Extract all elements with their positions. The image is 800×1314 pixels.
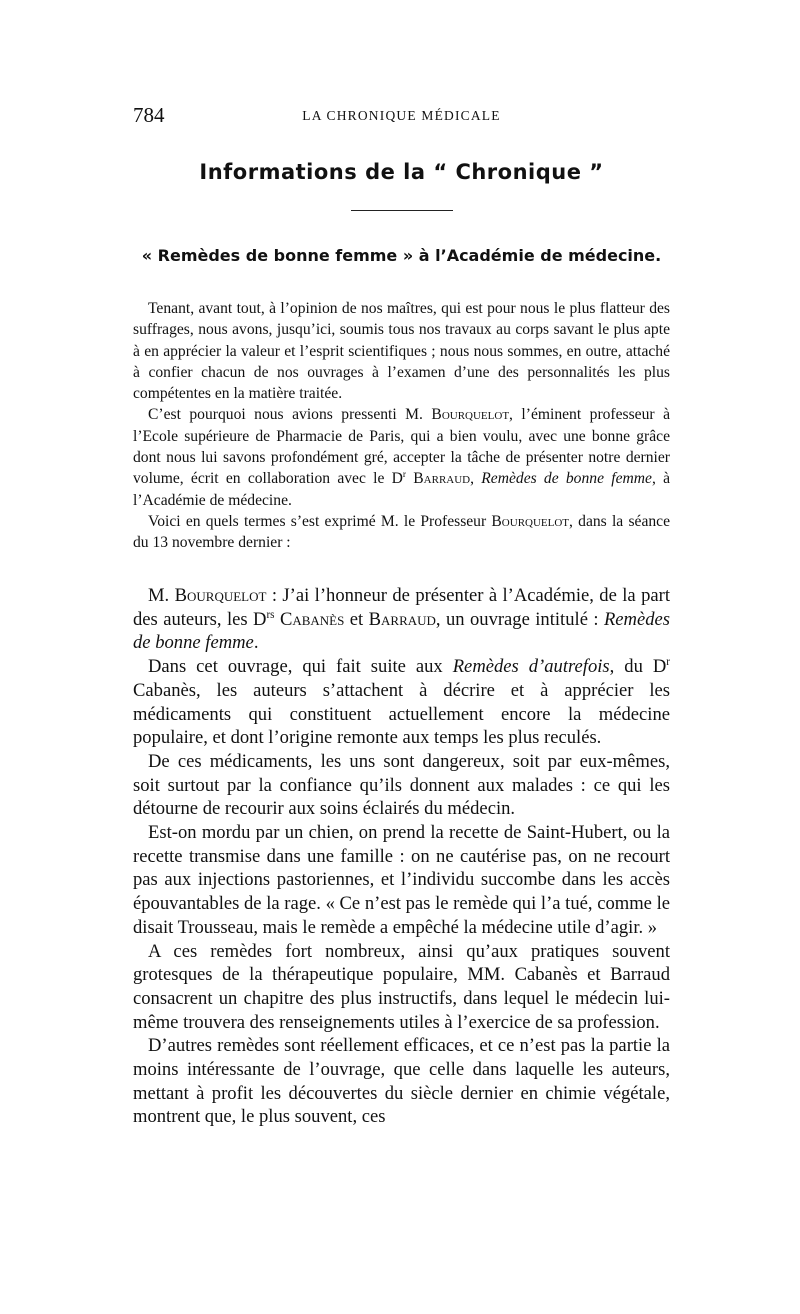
text-segment: et (344, 608, 369, 630)
text-segment: C’est pourquoi nous avions pressenti M. (148, 406, 432, 424)
person-name: Bourquelot (491, 512, 570, 530)
speech-quote (133, 584, 670, 1129)
speaker-name: Bourquelot (174, 585, 267, 606)
intro-paragraph-2 (133, 404, 670, 510)
book-title: Remèdes de bonne femme (481, 470, 652, 488)
speech-paragraph-5: A ces remèdes fort nombreux, ainsi qu’aux pratiques souvent grotesques de la thérapeutique populaire, MM. Cabanès et Barraud consacrent un chapitre des plus instructifs, dans lequel le médecin lui-même trouvera des renseignements utiles à l’exercice de sa profession. (133, 940, 670, 1033)
superscript: r (666, 655, 670, 668)
text-segment: , un ouvrage intitulé : (435, 608, 604, 630)
text-segment: Dans cet ouvrage, qui fait suite aux (148, 656, 453, 678)
journal-title: LA CHRONIQUE MÉDICALE (302, 108, 501, 123)
text-segment: , dans la séance du 13 novembre dernier : (133, 512, 671, 552)
speech-paragraph-6: D’autres remèdes sont réellement efficaces, et ce n’est pas la partie la moins intéressante de l’ouvrage, que celle dans laquelle les auteurs, mettant à profit les découvertes du siècle dernier en chimie végétale, montrent que, le plus souvent, ces (133, 1035, 670, 1128)
intro-paragraph-1: Tenant, avant tout, à l’opinion de nos maîtres, qui est pour nous le plus flatteur des suffrages, nous avons, jusqu’ici, soumis tous nos travaux au corps savant le plus apte à en apprécier la valeur et l’esprit scientifiques ; nous nous sommes, en outre, attaché à confier chacun de nos ouvrages à l’examen d’une des personnalités les plus compétentes en la matière traitée. (133, 300, 670, 403)
book-title: Remèdes d’autrefois (452, 656, 610, 678)
person-name: Barraud (368, 608, 436, 630)
text-segment: , à l’Académie de médecine. (133, 470, 670, 509)
speech-paragraph-1 (133, 584, 670, 655)
person-name: Bourquelot (431, 406, 510, 424)
running-head (133, 103, 670, 131)
speech-paragraph-2 (133, 655, 670, 750)
text-segment: : J’ai l’honneur de présenter à l’Académie, de la part des auteurs, les D (133, 585, 670, 630)
speech-paragraph-3: De ces médicaments, les uns sont dangereux, soit par eux-mêmes, soit surtout par la confiance qu’ils donnent aux malades : ce qui les détourne de recourir aux soins éclairés du médecin. (133, 750, 670, 820)
superscript: rs (266, 608, 275, 621)
text-segment: . (253, 632, 259, 654)
speech-paragraph-4: Est-on mordu par un chien, on prend la recette de Saint-Hubert, ou la recette transmise dans une famille : on ne cautérise pas, on ne recourt pas aux injections pastoriennes, et l’individu succombe dans les accès épouvantables de la rage. « Ce n’est pas le remède qui l’a tué, comme le disait Trousseau, mais le remède a empêché la médecine utile d’agir. » (133, 822, 670, 938)
text-segment: Voici en quels termes s’est exprimé M. le Professeur (148, 512, 492, 530)
title-divider (351, 210, 453, 211)
person-name: Cabanès (279, 608, 345, 630)
section-title: Informations de la “ Chronique ” (199, 160, 604, 184)
superscript: r (402, 470, 407, 481)
text-segment: , l’éminent professeur à l’Ecole supérieure de Pharmacie de Paris, qui a bien voulu, avec une bonne grâce dont nous lui savons profondément gré, accepter la tâche de présenter notre dernier volume, écrit en collaboration avec le D (133, 406, 670, 488)
text-segment: M. (148, 585, 175, 606)
person-name: Barraud (413, 470, 471, 488)
page-number: 784 (133, 103, 165, 127)
text-segment: , du D (609, 656, 667, 678)
article-intro (133, 298, 670, 554)
article-heading: « Remèdes de bonne femme » à l’Académie de médecine. (141, 246, 662, 265)
book-title: Remèdes de bonne femme (133, 608, 671, 654)
text-segment: , (470, 470, 482, 488)
intro-paragraph-3 (133, 511, 670, 554)
text-segment: Cabanès, les auteurs s’attachent à décrire et à apprécier les médicaments qui constituent actuellement encore la médecine populaire, et dont l’origine remonte aux temps les plus reculés. (133, 679, 670, 749)
